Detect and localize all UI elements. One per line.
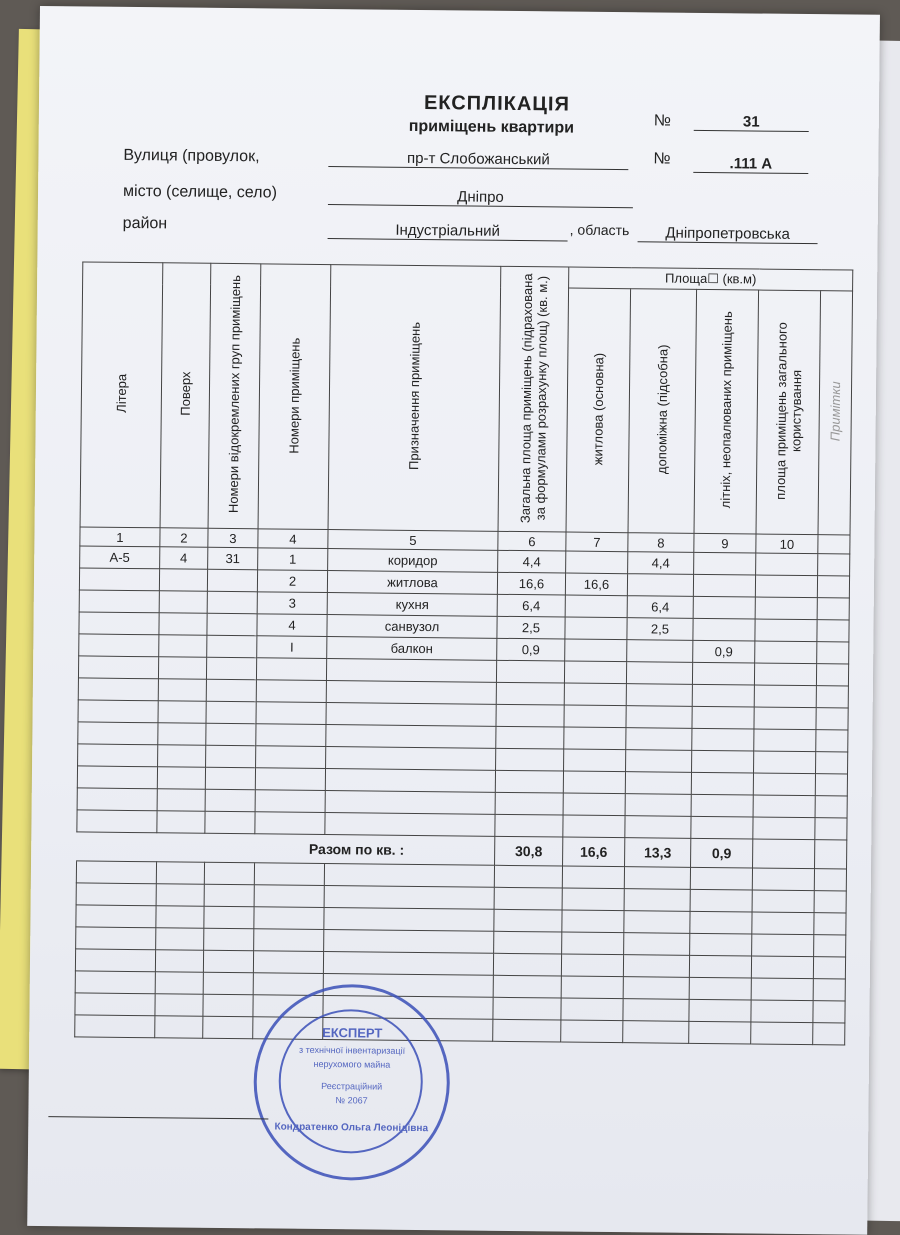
empty-cell <box>324 886 494 910</box>
empty-cell <box>203 972 253 995</box>
empty-cell <box>754 663 816 686</box>
empty-cell <box>561 976 623 999</box>
table-cell: балкон <box>327 637 497 661</box>
empty-cell <box>815 774 847 796</box>
table-cell <box>566 551 628 574</box>
empty-cell <box>157 811 205 834</box>
empty-cell <box>816 752 848 774</box>
empty-cell <box>156 862 204 885</box>
table-cell: 4 <box>160 547 208 570</box>
table-cell: 4 <box>257 614 327 637</box>
empty-cell <box>493 975 561 998</box>
empty-cell <box>752 912 814 935</box>
empty-cell <box>254 885 324 908</box>
table-cell <box>207 613 257 636</box>
empty-cell <box>326 659 496 683</box>
empty-cell <box>813 957 845 979</box>
header-row-1 <box>83 262 853 291</box>
oblast-label: , область <box>569 221 630 239</box>
empty-cell <box>689 999 751 1022</box>
empty-cell <box>205 767 255 790</box>
table-cell <box>565 595 627 618</box>
empty-cell <box>692 706 754 729</box>
empty-cell <box>564 683 626 706</box>
empty-cell <box>691 816 753 839</box>
total-auxiliary: 13,3 <box>625 838 691 868</box>
empty-cell <box>816 730 848 752</box>
empty-cell <box>561 954 623 977</box>
empty-cell <box>493 1019 561 1042</box>
house-no-label: № <box>653 150 671 168</box>
empty-cell <box>623 977 689 1000</box>
empty-cell <box>256 658 326 681</box>
empty-cell <box>496 748 564 771</box>
apartment-no-label: № <box>653 112 672 130</box>
empty-cell <box>156 884 204 907</box>
empty-cell <box>690 911 752 934</box>
empty-cell <box>691 794 753 817</box>
empty-cell <box>624 933 690 956</box>
stamp-title: ЕКСПЕРТ <box>322 1025 383 1041</box>
total-notes <box>815 840 847 869</box>
total-summer: 0,9 <box>691 838 753 868</box>
empty-cell <box>563 793 625 816</box>
col-header-floor: Поверх <box>160 263 211 528</box>
house-number: .111 А <box>693 155 808 174</box>
empty-cell <box>813 1001 845 1023</box>
empty-cell <box>255 768 325 791</box>
empty-cell <box>814 913 846 935</box>
empty-cell <box>253 951 323 974</box>
table-cell: 4,4 <box>498 550 566 573</box>
empty-cell <box>205 789 255 812</box>
empty-cell <box>495 814 563 837</box>
col-header-auxiliary: допоміжна (підсобна) <box>628 289 697 534</box>
empty-cell <box>78 722 158 745</box>
empty-cell <box>751 1022 813 1045</box>
empty-cell <box>564 749 626 772</box>
empty-cell <box>495 792 563 815</box>
empty-cell <box>494 865 562 888</box>
empty-cell <box>624 889 690 912</box>
empty-cell <box>691 772 753 795</box>
empty-cell <box>561 998 623 1021</box>
empty-cell <box>206 745 256 768</box>
stamp-reg-number: № 2067 <box>335 1095 368 1106</box>
table-cell: 0,9 <box>497 638 565 661</box>
empty-cell <box>626 662 692 685</box>
empty-cell <box>75 1015 155 1038</box>
table-cell: 2,5 <box>627 618 693 641</box>
empty-cell <box>562 888 624 911</box>
empty-cell <box>326 681 496 705</box>
empty-cell <box>814 869 846 891</box>
empty-cell <box>815 796 847 818</box>
table-cell <box>694 552 756 575</box>
empty-cell <box>76 861 156 884</box>
empty-cell <box>626 728 692 751</box>
col-header-group-numbers: Номери відокремлених груп приміщень <box>208 263 261 529</box>
district-value: Індустріальний <box>328 221 568 242</box>
empty-cell <box>158 679 206 702</box>
empty-cell <box>255 812 325 835</box>
empty-cell <box>206 701 256 724</box>
empty-cell <box>325 813 495 837</box>
table-cell: коридор <box>328 549 498 573</box>
total-living: 16,6 <box>563 837 625 867</box>
empty-cell <box>206 657 256 680</box>
col-num: 6 <box>498 531 566 551</box>
empty-cell <box>754 751 816 774</box>
stamp-line-1: з технічної інвентаризації <box>299 1044 406 1056</box>
table-cell: 6,4 <box>627 596 693 619</box>
empty-cell <box>325 791 495 815</box>
col-header-living: житлова (основна) <box>566 288 631 533</box>
col-num: 5 <box>328 530 498 551</box>
col-header-summer: літніх, неопалюваних приміщень <box>694 289 759 534</box>
table-cell <box>755 641 817 664</box>
empty-cell <box>496 704 564 727</box>
table-cell <box>627 640 693 663</box>
empty-cell <box>753 817 815 840</box>
empty-cell <box>751 1000 813 1023</box>
col-header-litera: Літера <box>80 262 163 528</box>
empty-cell <box>155 950 203 973</box>
empty-cell <box>204 906 254 929</box>
empty-cell <box>562 910 624 933</box>
empty-cell <box>256 702 326 725</box>
table-cell <box>79 590 159 613</box>
empty-cell <box>496 682 564 705</box>
empty-cell <box>813 979 845 1001</box>
col-num: 4 <box>258 529 328 549</box>
table-cell: А-5 <box>80 546 160 569</box>
table-cell: житлова <box>327 571 497 595</box>
table-cell <box>207 569 257 592</box>
table-cell <box>207 635 257 658</box>
table-cell <box>818 554 850 576</box>
empty-cell <box>692 684 754 707</box>
table-cell <box>79 568 159 591</box>
table-cell <box>755 597 817 620</box>
table-cell <box>817 576 849 598</box>
stamp-reg-label: Реєстраційний <box>321 1081 383 1092</box>
empty-cell <box>564 661 626 684</box>
empty-cell <box>814 935 846 957</box>
col-num: 9 <box>694 533 756 553</box>
empty-cell <box>624 867 690 890</box>
document-title: ЕКСПЛІКАЦІЯ <box>423 92 571 116</box>
empty-cell <box>254 929 324 952</box>
apartment-number: 31 <box>694 113 809 132</box>
empty-cell <box>156 906 204 929</box>
table-cell <box>817 642 849 664</box>
document-subtitle: приміщень квартири <box>408 117 575 137</box>
empty-cell <box>326 747 496 771</box>
col-header-area-group: Площа☐ (кв.м) <box>569 267 853 291</box>
stamp-expert-name: Кондратенко Ольга Леонідівна <box>274 1121 429 1135</box>
empty-cell <box>494 887 562 910</box>
empty-cell <box>324 930 494 954</box>
empty-cell <box>203 950 253 973</box>
empty-cell <box>816 708 848 730</box>
city-label: місто (селище, село) <box>122 182 278 202</box>
empty-cell <box>158 701 206 724</box>
empty-cell <box>692 728 754 751</box>
empty-cell <box>326 703 496 727</box>
empty-cell <box>689 1021 751 1044</box>
empty-cell <box>813 1023 845 1045</box>
empty-cell <box>692 662 754 685</box>
empty-cell <box>324 908 494 932</box>
empty-cell <box>623 999 689 1022</box>
table-cell: 16,6 <box>565 573 627 596</box>
table-cell: 31 <box>208 547 258 570</box>
empty-cell <box>624 911 690 934</box>
table-cell: 1 <box>258 548 328 571</box>
col-num: 1 <box>80 527 160 547</box>
empty-cell <box>752 868 814 891</box>
empty-cell <box>256 680 326 703</box>
empty-cell <box>816 686 848 708</box>
empty-cell <box>562 866 624 889</box>
empty-cell <box>326 725 496 749</box>
stamp-line-2: нерухомого майна <box>313 1058 391 1070</box>
empty-cell <box>76 905 156 928</box>
empty-cell <box>626 750 692 773</box>
empty-cell <box>493 997 561 1020</box>
empty-cell <box>690 933 752 956</box>
table-cell <box>565 617 627 640</box>
empty-cell <box>626 684 692 707</box>
empty-cell <box>690 889 752 912</box>
empty-cell <box>496 726 564 749</box>
col-header-purpose: Призначення приміщень <box>328 265 501 532</box>
empty-cell <box>155 1016 203 1039</box>
empty-cell <box>494 931 562 954</box>
table-cell <box>627 574 693 597</box>
empty-cell <box>156 928 204 951</box>
table-cell <box>79 634 159 657</box>
col-header-notes: Примітки <box>818 291 853 535</box>
empty-cell <box>494 909 562 932</box>
table-cell: кухня <box>327 593 497 617</box>
empty-cell <box>255 790 325 813</box>
table-cell <box>207 591 257 614</box>
table-cell <box>817 598 849 620</box>
col-header-common: площа приміщень загального користування <box>756 290 821 535</box>
empty-cell <box>78 656 158 679</box>
empty-cell <box>753 795 815 818</box>
empty-cell <box>256 724 326 747</box>
empty-cell <box>77 810 157 833</box>
empty-cell <box>78 700 158 723</box>
empty-cell <box>625 772 691 795</box>
expert-stamp <box>253 983 451 1181</box>
empty-cell <box>562 932 624 955</box>
empty-cell <box>205 811 255 834</box>
empty-cell <box>204 928 254 951</box>
empty-cell <box>75 949 155 972</box>
empty-cell <box>752 934 814 957</box>
empty-cell <box>157 789 205 812</box>
table-cell <box>159 613 207 636</box>
table-cell <box>693 596 755 619</box>
table-cell <box>693 574 755 597</box>
empty-cell <box>77 766 157 789</box>
signature-line <box>48 1116 268 1119</box>
empty-cell <box>254 907 324 930</box>
col-num <box>818 535 850 554</box>
empty-cell <box>203 994 253 1017</box>
table-cell <box>159 591 207 614</box>
empty-cell <box>754 729 816 752</box>
table-cell: 4,4 <box>628 552 694 575</box>
table-cell <box>79 612 159 635</box>
table-cell: 2,5 <box>497 616 565 639</box>
col-header-total-area: Загальна площа приміщень (підрахована за формулами розрахунку площ) (кв. м.) <box>498 266 569 532</box>
col-num: 7 <box>566 532 628 552</box>
empty-cell <box>158 723 206 746</box>
empty-cell <box>564 727 626 750</box>
empty-cell <box>753 773 815 796</box>
table-cell: 6,4 <box>497 594 565 617</box>
empty-cell <box>751 956 813 979</box>
empty-cell <box>325 769 495 793</box>
empty-cell <box>495 770 563 793</box>
empty-cell <box>754 685 816 708</box>
empty-cell <box>689 977 751 1000</box>
table-cell: санвузол <box>327 615 497 639</box>
city-value: Дніпро <box>328 187 633 208</box>
table-cell: 3 <box>257 592 327 615</box>
empty-cell <box>78 678 158 701</box>
empty-cell <box>155 994 203 1017</box>
empty-cell <box>155 972 203 995</box>
empty-cell <box>626 706 692 729</box>
district-label: район <box>122 214 168 233</box>
col-header-room-numbers: Номери приміщень <box>258 264 331 530</box>
rooms-table <box>74 261 853 1045</box>
empty-cell <box>816 664 848 686</box>
empty-cell <box>75 971 155 994</box>
empty-cell <box>324 864 494 888</box>
total-common <box>753 839 815 869</box>
col-num: 3 <box>208 528 258 548</box>
oblast-value: Дніпропетровська <box>638 224 818 244</box>
table-cell <box>159 569 207 592</box>
table-cell <box>693 618 755 641</box>
empty-cell <box>563 771 625 794</box>
table-cell <box>817 620 849 642</box>
empty-cell <box>752 890 814 913</box>
empty-cell <box>256 746 326 769</box>
table-cell: 0,9 <box>693 640 755 663</box>
table-cell: І <box>257 636 327 659</box>
col-num: 2 <box>160 528 208 548</box>
table-cell <box>756 553 818 576</box>
empty-cell <box>496 660 564 683</box>
empty-cell <box>206 723 256 746</box>
empty-cell <box>203 1016 253 1039</box>
empty-cell <box>754 707 816 730</box>
empty-cell <box>206 679 256 702</box>
explication-document <box>27 6 880 1235</box>
empty-cell <box>692 750 754 773</box>
empty-cell <box>625 794 691 817</box>
empty-cell <box>564 705 626 728</box>
empty-cell <box>623 1021 689 1044</box>
empty-cell <box>204 884 254 907</box>
empty-cell <box>623 955 689 978</box>
street-value: пр-т Слобожанський <box>328 149 628 170</box>
empty-cell <box>77 788 157 811</box>
total-area: 30,8 <box>495 836 563 866</box>
empty-cell <box>76 883 156 906</box>
empty-cell <box>815 818 847 840</box>
empty-cell <box>625 816 691 839</box>
col-num: 10 <box>756 534 818 554</box>
empty-cell <box>78 744 158 767</box>
empty-cell <box>76 927 156 950</box>
empty-cell <box>204 862 254 885</box>
empty-cell <box>158 745 206 768</box>
empty-cell <box>751 978 813 1001</box>
total-label: Разом по кв. : <box>77 832 495 865</box>
col-num: 8 <box>628 533 694 553</box>
empty-cell <box>75 993 155 1016</box>
empty-cell <box>493 953 561 976</box>
empty-cell <box>690 867 752 890</box>
table-cell <box>159 635 207 658</box>
empty-cell <box>254 863 324 886</box>
empty-cell <box>157 767 205 790</box>
empty-cell <box>158 657 206 680</box>
empty-cell <box>323 952 493 976</box>
table-cell <box>755 575 817 598</box>
table-cell: 16,6 <box>497 572 565 595</box>
table-cell <box>755 619 817 642</box>
empty-cell <box>814 891 846 913</box>
empty-cell <box>563 815 625 838</box>
empty-cell <box>561 1020 623 1043</box>
table-cell <box>565 639 627 662</box>
empty-cell <box>689 955 751 978</box>
street-label: Вулиця (провулок, <box>123 146 260 166</box>
table-cell: 2 <box>257 570 327 593</box>
